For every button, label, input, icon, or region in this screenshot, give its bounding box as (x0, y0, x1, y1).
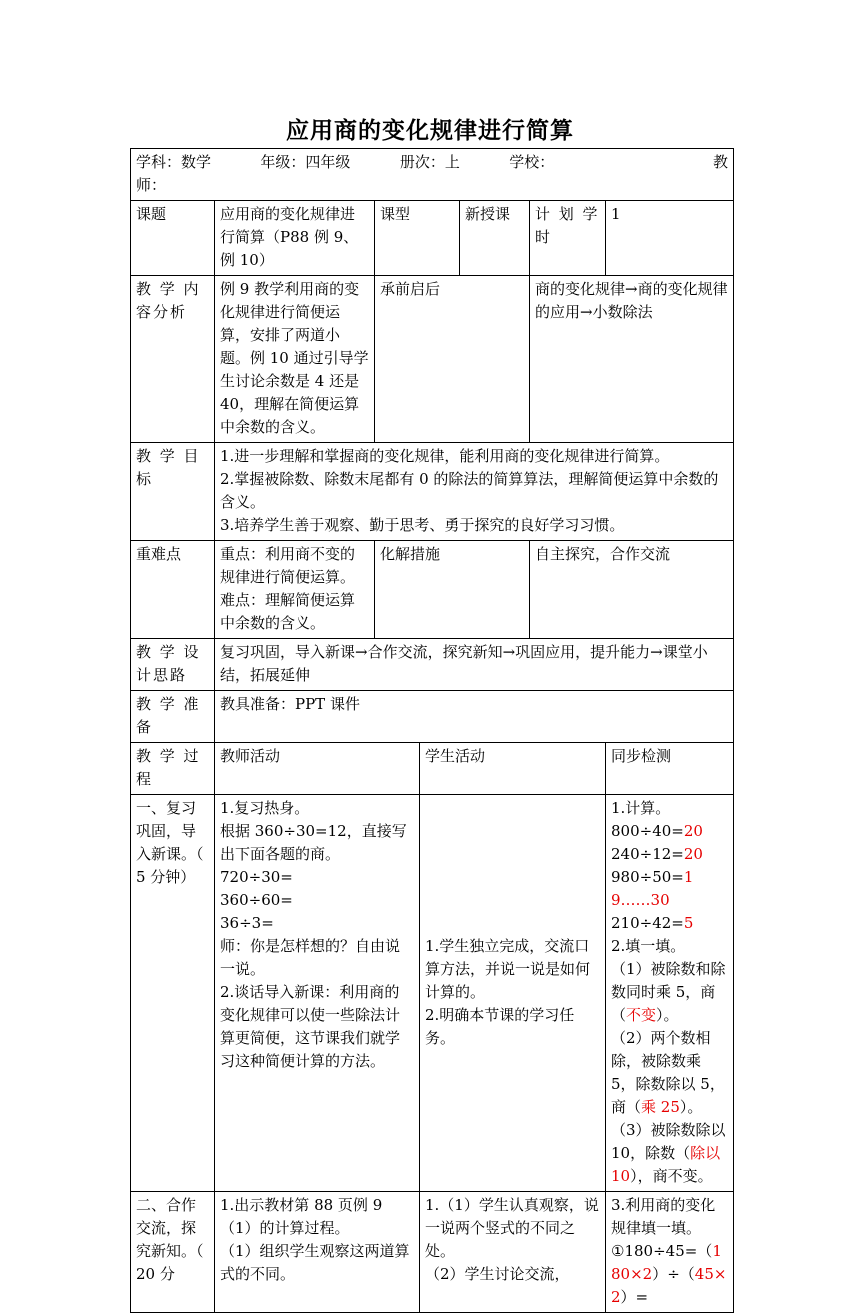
design-label: 教 学 设 计思路 (131, 639, 215, 691)
measures-value: 自主探究，合作交流 (530, 541, 734, 639)
teacher-line: 360÷60= (220, 891, 293, 909)
stage-1-teacher (215, 795, 420, 1192)
stage-2-row (131, 1192, 734, 1313)
stage-1-student (420, 795, 606, 1192)
design-row (131, 639, 734, 691)
student-line: 1.（1）学生认真观察，说一说两个竖式的不同之处。 (425, 1196, 599, 1260)
calc-line: 240÷12=20 (611, 845, 703, 863)
process-label: 教 学 过 程 (131, 743, 215, 795)
calc-line: 800÷40=20 (611, 822, 703, 840)
subject-field: 学科：数学 (136, 153, 212, 171)
stage-2-teacher (215, 1192, 420, 1313)
teaching-goals-label: 教 学 目 标 (131, 443, 215, 541)
measures-label: 化解措施 (375, 541, 530, 639)
teacher-line: 1.复习热身。 (220, 799, 310, 817)
header-info-row (131, 149, 734, 201)
content-analysis-label: 教 学 内 容分析 (131, 276, 215, 443)
preparation-value: 教具准备：PPT 课件 (215, 691, 734, 743)
answer: 除以 10 (611, 1144, 721, 1185)
content-analysis-value: 例 9 教学利用商的变化规律进行简便运算，安排了两道小题。例 10 通过引导学生讨论余数是 4 还是 40，理解在简便运算中余数的含义。 (215, 276, 375, 443)
teaching-goals-row (131, 443, 734, 541)
preparation-label: 教 学 准 备 (131, 691, 215, 743)
student-line: （2）学生讨论交流， (425, 1265, 570, 1283)
key-points-label: 重难点 (131, 541, 215, 639)
answer: 45×2 (611, 1265, 727, 1306)
teacher-line: 根据 360÷30=12，直接写出下面各题的商。 (220, 822, 407, 863)
student-line: 2.明确本节课的学习任务。 (425, 1006, 575, 1047)
topic-value: 应用商的变化规律进行简算（P88 例 9、例 10） (215, 201, 375, 276)
check-question: 1.计算。 (611, 799, 671, 817)
teacher-line: 2.谈话导入新课：利用商的变化规律可以使一些除法计算更简便，这节课我们就学习这种简便计算的方法。 (220, 983, 401, 1070)
teacher-field-b: 师： (136, 176, 167, 194)
fill-line: （1）被除数和除数同时乘 5，商（不变）。 (611, 960, 726, 1024)
topic-row (131, 201, 734, 276)
answer: 19……30 (611, 868, 694, 909)
answer: 不变 (626, 1006, 657, 1024)
page-title: 应用商的变化规律进行简算 (286, 118, 574, 144)
stage-1-check (606, 795, 734, 1192)
calc-line: 210÷42=5 (611, 914, 694, 932)
goal-item: 1.进一步理解和掌握商的变化规律，能利用商的变化规律进行简算。 (220, 447, 670, 465)
volume-field: 册次：上 (399, 153, 460, 171)
key-points-row (131, 541, 734, 639)
teacher-line: 36÷3= (220, 914, 274, 932)
design-value: 复习巩固，导入新课→合作交流，探究新知→巩固应用，提升能力→课堂小结，拓展延伸 (215, 639, 734, 691)
check-question: 3.利用商的变化规律填一填。 (611, 1196, 716, 1237)
topic-label: 课题 (131, 201, 215, 276)
preparation-row (131, 691, 734, 743)
student-line: 1.学生独立完成，交流口算方法，并说一说是如何计算的。 (425, 937, 591, 1001)
answer: 20 (683, 822, 703, 840)
goal-item: 3.培养学生善于观察、勤于思考、勇于探究的良好学习习惯。 (220, 516, 625, 534)
key-points-value (215, 541, 375, 639)
answer: 180×2 (611, 1242, 722, 1283)
calc-line: 980÷50=19……30 (611, 868, 694, 909)
link-label: 承前启后 (375, 276, 530, 443)
goal-item: 2.掌握被除数、除数末尾都有 0 的除法的简算算法，理解简便运算中余数的含义。 (220, 470, 719, 511)
lesson-type-label: 课型 (375, 201, 460, 276)
stage-2-student (420, 1192, 606, 1313)
fill-line: ①180÷45=（180×2）÷（45×2）= (611, 1242, 727, 1306)
stage-2-check (606, 1192, 734, 1313)
teacher-line: 720÷30= (220, 868, 293, 886)
process-header-row (131, 743, 734, 795)
sync-check-header: 同步检测 (606, 743, 734, 795)
planned-hours-value: 1 (606, 201, 734, 276)
fill-line: （2）两个数相除，被除数乘 5，除数除以 5，商（乘 25）。 (611, 1029, 725, 1116)
check-question: 2.填一填。 (611, 937, 686, 955)
answer: 5 (683, 914, 694, 932)
grade-field: 年级：四年级 (260, 153, 351, 171)
link-value: 商的变化规律→商的变化规律的应用→小数除法 (530, 276, 734, 443)
answer: 乘 25 (641, 1098, 680, 1116)
fill-line: （3）被除数除以 10，除数（除以 10），商不变。 (611, 1121, 726, 1185)
student-activity-header: 学生活动 (420, 743, 606, 795)
stage-2-label: 二、合作交流，探究新知。（ 20 分 (131, 1192, 215, 1313)
teacher-activity-header: 教师活动 (215, 743, 420, 795)
stage-1-label: 一、复习巩固，导入新课。（ 5 分钟） (131, 795, 215, 1192)
teacher-line: （1）组织学生观察这两道算式的不同。 (220, 1242, 410, 1283)
planned-hours-label: 计 划 学 时 (530, 201, 606, 276)
teacher-line: 1.出示教材第 88 页例 9（1）的计算过程。 (220, 1196, 383, 1237)
difficult-point: 难点：理解简便运算中余数的含义。 (220, 591, 356, 632)
lesson-plan-table (130, 148, 734, 1313)
content-analysis-row (131, 276, 734, 443)
teacher-field-a: 教 (713, 153, 729, 171)
teacher-line: 师：你是怎样想的？自由说一说。 (220, 937, 401, 978)
teaching-goals-value (215, 443, 734, 541)
answer: 20 (683, 845, 703, 863)
key-point: 重点：利用商不变的规律进行简便运算。 (220, 545, 356, 586)
school-field: 学校： (509, 153, 555, 171)
lesson-type-value: 新授课 (460, 201, 530, 276)
stage-1-row (131, 795, 734, 1192)
